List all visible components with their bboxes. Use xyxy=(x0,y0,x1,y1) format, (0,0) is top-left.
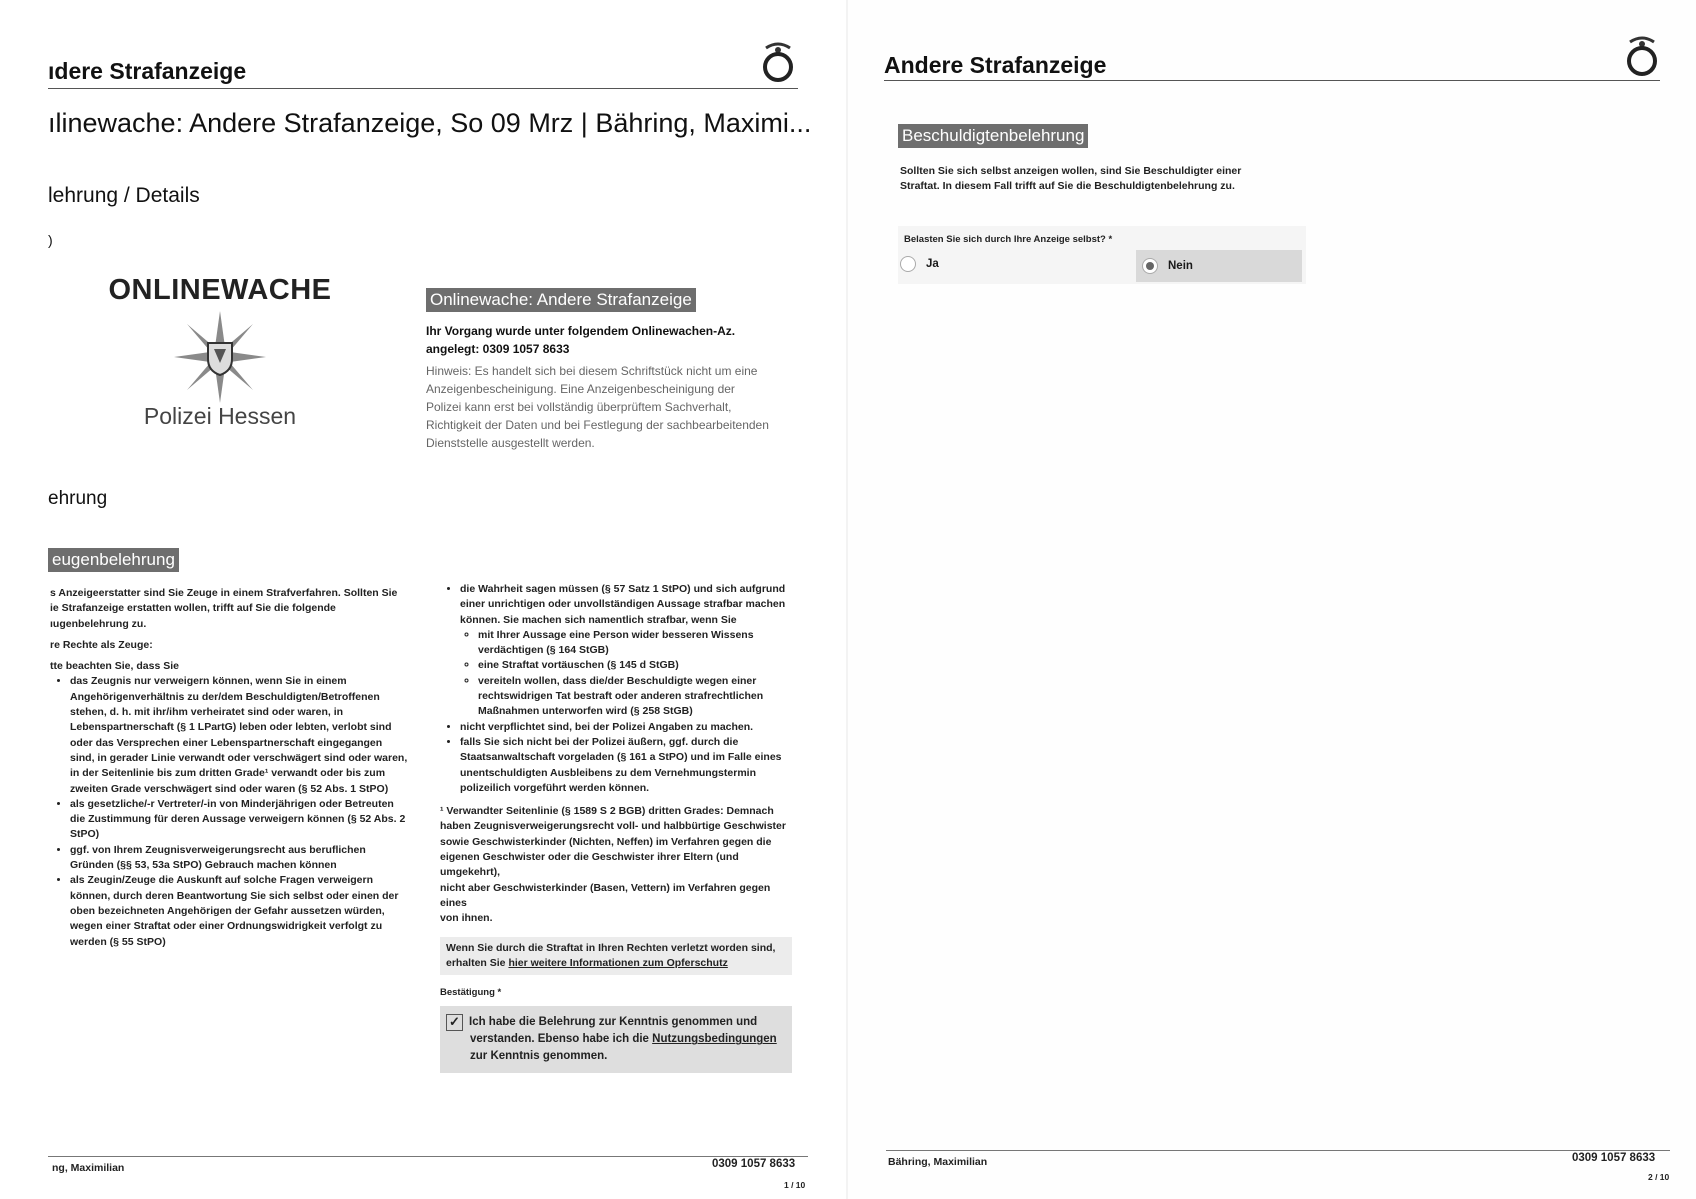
rights-heading: re Rechte als Zeuge: xyxy=(50,638,153,651)
brand-block xyxy=(100,274,340,430)
question-label: Belasten Sie sich durch Ihre Anzeige selbst? * xyxy=(904,234,1113,245)
terms-of-use-link[interactable]: Nutzungsbedingungen xyxy=(652,1033,777,1046)
section-heading-belehrung: ehrung xyxy=(48,488,108,509)
hessen-logo-icon xyxy=(1624,34,1660,78)
footer-name: Bähring, Maximilian xyxy=(888,1156,988,1168)
radio-yes[interactable] xyxy=(900,256,916,272)
list-item: • als gesetzliche/-r Vertreter/-in von Minderjährigen oder Betreuten die Zustimmung für deren Aussage verweigern können (§ 52 Abs. 2 StPO) xyxy=(70,797,410,843)
list-item: • als Zeugin/Zeuge die Auskunft auf solche Fragen verweigern können, durch deren Beantwortung Sie sich selbst oder einen der oben bezeichneten Angehörigen der Gefahr aussetzen würden, wegen einer Straftat oder einer Ordnungswidrigkeit verfolgt zu werden (§ 55 StPO) xyxy=(70,873,410,949)
section-heading-details: lehrung / Details xyxy=(48,184,200,207)
footer-rule xyxy=(48,1156,808,1157)
document-title: ılinewache: Andere Strafanzeige, So 09 Mrz | Bähring, Maximi... xyxy=(48,108,812,138)
self-incrimination-question xyxy=(898,226,1306,284)
list-item: ◦ vereiteln wollen, dass die/der Beschuldigte wegen einer rechtswidrigen Tat bestraft oder anderen strafrechtlichen Maßnahmen unterworfen wird (§ 258 StGB) xyxy=(478,674,790,720)
footer-page-number: 1 / 10 xyxy=(784,1180,806,1190)
header-rule xyxy=(48,88,798,89)
hessen-logo-icon xyxy=(760,40,796,84)
police-star-icon xyxy=(172,309,268,405)
witness-column-1: s Anzeigeerstatter sind Sie Zeuge in einem Strafverfahren. Sollten Sie ie Strafanzeige erstatten wollen, trifft auf Sie die folgende ıugenbelehrung zu. re Rechte als Zeuge: tte beachten Sie, dass Sie • das Zeugnis nur verweigern können, wenn Sie in einem Angehörigenverhältnis zu der/dem Beschuldigten/Betroffenen stehen, d. h. mit ihr/ihm verheiratet sind oder waren, in Lebenspartnerschaft (§ 1 LPartG) leben oder lebten, verlobt sind oder das Versprechen einer Lebenspartnerschaft eingegangen sind, in gerader Linie verwandt oder verschwägert sind oder waren, in der Seitenlinie bis zum dritten Grade¹ verwandt oder bis zum zweiten Grade verschwägert sind oder waren (§ 52 Abs. 1 StPO) • als gesetzliche/-r Vertreter/-in von Minderjährigen oder Betreuten die Zustimmung für deren Aussage verweigern können (§ 52 Abs. 2 StPO) • ggf. von Ihrem Zeugnisverweigerungsrecht aus beruflichen Gründen (§§ 53, 53a StPO) Gebrauch machen können • als Zeugin/Zeuge die Auskunft auf solche Fragen verweigern können, durch deren Beantwortung Sie sich selbst oder einen der oben bezeichneten Angehörigen der Gefahr aussetzen würden, wegen einer Straftat oder einer Ordnungswidrigkeit verfolgt zu werden (§ 55 StPO) xyxy=(50,586,410,950)
witness-column-2 xyxy=(440,582,790,1073)
brand-org: Polizei Hessen xyxy=(143,403,297,429)
radio-no-selected[interactable] xyxy=(1142,258,1158,274)
beschuldigten-intro: Sollten Sie sich selbst anzeigen wollen, sind Sie Beschuldigter einer Straftat. In diesem Fall trifft auf Sie die Beschuldigtenbelehrung zu. xyxy=(900,165,1242,193)
notice-block xyxy=(426,288,796,452)
document-page-2 xyxy=(848,0,1696,1199)
footer-rule xyxy=(886,1150,1670,1151)
option-yes[interactable]: Ja xyxy=(900,256,939,272)
list-item: ◦ mit Ihrer Aussage eine Person wider besseren Wissens verdächtigen (§ 164 StGB) xyxy=(478,628,790,659)
victim-protection-box: Wenn Sie durch die Straftat in Ihren Rechten verletzt worden sind, erhalten Sie hier weitere Informationen zum Opferschutz xyxy=(440,937,792,976)
list-item: • falls Sie sich nicht bei der Polizei äußern, ggf. durch die Staatsanwaltschaft vorgeladen (§ 161 a StPO) und im Falle eines unentschuldigten Ausbleibens zu dem Vernehmungstermin polizeilich vorgeführt werden können. xyxy=(460,735,790,796)
list-item: • die Wahrheit sagen müssen (§ 57 Satz 1 StPO) und sich aufgrund einer unrichtigen oder unvollständigen Aussage strafbar machen können. Sie machen sich namentlich strafbar, wenn Sie ◦ mit Ihrer Aussage eine Person wider besseren Wissens verdächtigen (§ 164 StGB) ◦ eine Straftat vortäuschen (§ 145 d StGB) ◦ vereiteln wollen, dass die/der Beschuldigte wegen einer rechtswidrigen Tat bestraft oder anderen strafrechtlichen Maßnahmen unterworfen wird (§ 258 StGB) xyxy=(460,582,790,720)
page-header-title: ıdere Strafanzeige xyxy=(48,58,247,84)
footer-page-number: 2 / 10 xyxy=(1648,1172,1670,1182)
confirmation-label: Bestätigung * xyxy=(440,987,502,999)
victim-protection-link[interactable]: hier weitere Informationen zum Opferschutz xyxy=(508,956,728,969)
section-heading-beschuldigten: Beschuldigtenbelehrung xyxy=(898,124,1088,148)
confirmation-box[interactable]: ✓ Ich habe die Belehrung zur Kenntnis genommen und verstanden. Ebenso habe ich die Nutzungsbedingungen zur Kenntnis genommen. xyxy=(440,1006,792,1073)
reference-number: Ihr Vorgang wurde unter folgendem Onlinewachen-Az. angelegt: 0309 1057 8633 xyxy=(426,324,736,356)
notice-heading: Onlinewache: Andere Strafanzeige xyxy=(426,288,796,312)
brand-name: ONLINEWACHE xyxy=(108,274,332,306)
footnote: ¹ Verwandter Seitenlinie (§ 1589 S 2 BGB) dritten Grades: Demnach haben Zeugnisverweigerungsrecht voll- und halbbürtige Geschwister sowie Geschwisterkinder (Nichten, Neffen) im Verfahren gegen die eigenen Geschwister oder die Geschwister ihrer Eltern (und umgekehrt), nicht aber Geschwisterkinder (Basen, Vettern) im Verfahren gegen eines von ihnen. xyxy=(440,805,786,925)
witness-heading: eugenbelehrung xyxy=(48,548,179,572)
list-item: ◦ eine Straftat vortäuschen (§ 145 d StGB) xyxy=(478,658,790,673)
list-item: • das Zeugnis nur verweigern können, wenn Sie in einem Angehörigenverhältnis zu der/dem Beschuldigten/Betroffenen stehen, d. h. mit ihr/ihm verheiratet sind oder waren, in Lebenspartnerschaft (§ 1 LPartG) leben oder lebten, verlobt sind oder das Versprechen einer Lebenspartnerschaft eingegangen sind, in gerader Linie verwandt oder verschwägert sind oder waren, in der Seitenlinie bis zum dritten Grade¹ verwandt oder bis zum zweiten Grade verschwägert sind oder waren (§ 52 Abs. 1 StPO) xyxy=(70,674,410,796)
notice-hint: Hinweis: Es handelt sich bei diesem Schriftstück nicht um eine Anzeigenbescheinigung. Eine Anzeigenbescheinigung der Polizei kann erst bei vollständig überprüftem Sachverhalt, Richtigkeit der Daten und bei Festlegung der sachbearbeitenden Dienststelle ausgestellt werden. xyxy=(426,364,769,450)
header-rule xyxy=(884,80,1660,81)
page-header-title: Andere Strafanzeige xyxy=(884,52,1107,78)
list-item: • nicht verpflichtet sind, bei der Polizei Angaben zu machen. xyxy=(460,720,790,735)
list-item: • ggf. von Ihrem Zeugnisverweigerungsrecht aus beruflichen Gründen (§§ 53, 53a StPO) Gebrauch machen können xyxy=(70,843,410,874)
footer-reference: 0309 1057 8633 xyxy=(1572,1152,1656,1164)
footer-reference: 0309 1057 8633 xyxy=(712,1158,796,1170)
confirmation-checkbox[interactable]: ✓ xyxy=(446,1014,463,1031)
footer-name: ng, Maximilian xyxy=(52,1162,125,1174)
option-no[interactable]: Nein xyxy=(1136,250,1302,282)
section-marker: ) xyxy=(48,232,53,248)
